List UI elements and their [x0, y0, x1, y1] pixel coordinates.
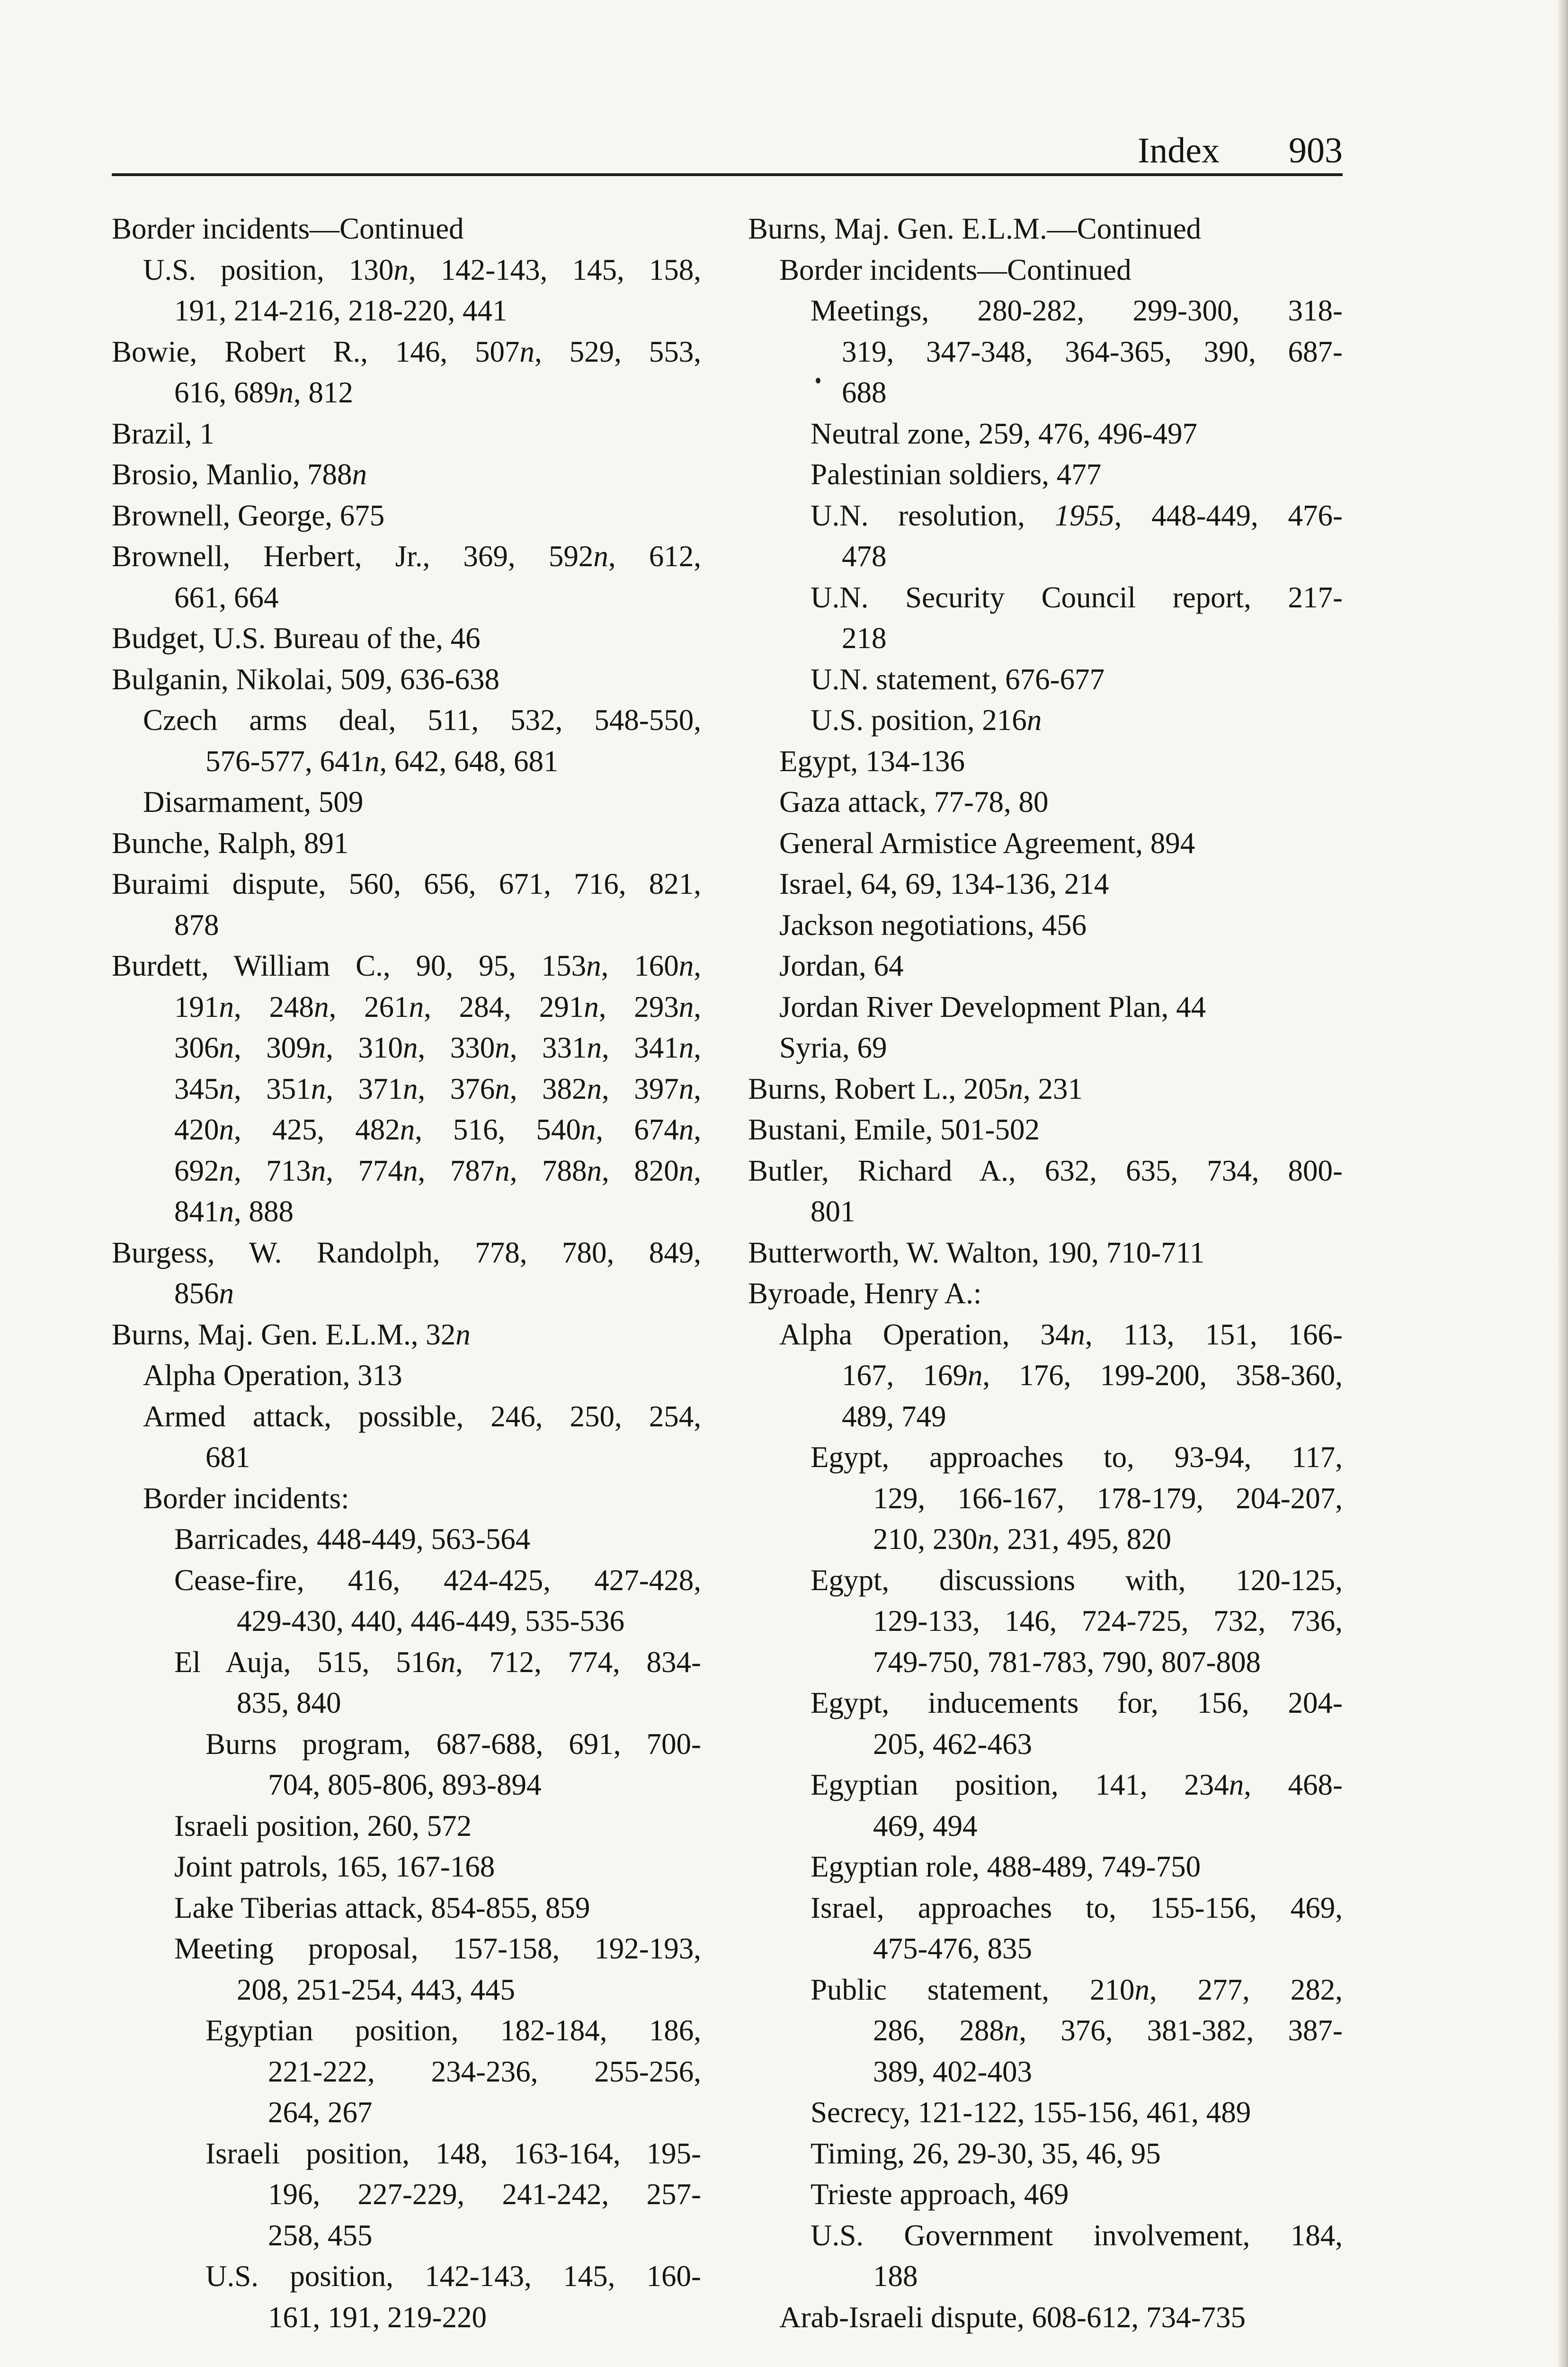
index-entry-line: Czech arms deal, 511, 532, 548-550, [143, 703, 701, 737]
index-entry-line: 218 [842, 622, 887, 655]
index-column-left [112, 208, 701, 2338]
index-entry-line: U.S. position, 216n [811, 703, 1042, 737]
index-entry-line: 749-750, 781-783, 790, 807-808 [873, 1645, 1261, 1679]
index-entry-line: Buraimi dispute, 560, 656, 671, 716, 821, [112, 867, 701, 900]
index-entry-line: Arab-Israeli dispute, 608-612, 734-735 [779, 2300, 1246, 2334]
index-entry-line: 221-222, 234-236, 255-256, [268, 2055, 701, 2088]
index-entry-line: Meeting proposal, 157-158, 192-193, [174, 1932, 701, 1965]
index-entry-line: 129-133, 146, 724-725, 732, 736, [873, 1604, 1343, 1637]
index-entry-line: Border incidents: [143, 1481, 349, 1515]
index-entry-line: Armed attack, possible, 246, 250, 254, [143, 1399, 701, 1433]
index-entry-line: Neutral zone, 259, 476, 496-497 [811, 417, 1198, 450]
index-entry-line: 161, 191, 219-220 [268, 2300, 487, 2334]
index-entry-line: 692n, 713n, 774n, 787n, 788n, 820n, [174, 1154, 701, 1187]
index-entry-line: Egyptian position, 182-184, 186, [205, 2014, 701, 2047]
index-entry-line: 210, 230n, 231, 495, 820 [873, 1522, 1171, 1556]
index-entry-line: Egypt, 134-136 [779, 744, 965, 778]
index-entry-line: Israel, 64, 69, 134-136, 214 [779, 867, 1109, 900]
index-entry-line: Palestinian soldiers, 477 [811, 458, 1102, 491]
index-entry-line: Burns, Maj. Gen. E.L.M., 32n [112, 1317, 471, 1351]
index-entry-line: 258, 455 [268, 2218, 373, 2252]
index-entry-line: Burns, Robert L., 205n, 231 [748, 1072, 1083, 1105]
index-entry-line: Alpha Operation, 313 [143, 1359, 402, 1392]
index-entry-line: Burns program, 687-688, 691, 700- [205, 1727, 701, 1761]
index-entry-line: Gaza attack, 77-78, 80 [779, 785, 1049, 819]
index-entry-line: 345n, 351n, 371n, 376n, 382n, 397n, [174, 1072, 701, 1105]
index-entry-line: Bustani, Emile, 501-502 [748, 1113, 1040, 1146]
index-entry-line: Jackson negotiations, 456 [779, 908, 1087, 942]
index-entry-line: 319, 347-348, 364-365, 390, 687- [842, 335, 1343, 368]
index-entry-line: Egypt, approaches to, 93-94, 117, [811, 1441, 1343, 1474]
index-entry-line: 196, 227-229, 241-242, 257- [268, 2178, 701, 2211]
index-entry-line: Brownell, Herbert, Jr., 369, 592n, 612, [112, 540, 701, 573]
index-entry-line: 389, 402-403 [873, 2055, 1032, 2088]
header-rule [112, 173, 1343, 176]
index-entry-line: Bunche, Ralph, 891 [112, 826, 349, 860]
index-entry-line: 264, 267 [268, 2096, 373, 2129]
index-entry-line: Egypt, discussions with, 120-125, [811, 1563, 1343, 1597]
print-speck [816, 378, 820, 383]
index-entry-line: Brownell, George, 675 [112, 498, 385, 532]
index-entry-line: 469, 494 [873, 1809, 978, 1842]
index-entry-line: 835, 840 [237, 1686, 341, 1719]
index-entry-line: 856n [174, 1277, 234, 1310]
index-entry-line: 286, 288n, 376, 381-382, 387- [873, 2014, 1343, 2047]
index-entry-line: 878 [174, 908, 219, 942]
index-entry-line: 661, 664 [174, 580, 279, 614]
index-entry-line: Syria, 69 [779, 1031, 887, 1064]
index-entry-line: Jordan, 64 [779, 949, 904, 982]
index-entry-line: 704, 805-806, 893-894 [268, 1768, 542, 1801]
index-entry-line: 429-430, 440, 446-449, 535-536 [237, 1604, 624, 1637]
index-entry-line: Lake Tiberias attack, 854-855, 859 [174, 1891, 590, 1924]
index-entry-line: Israeli position, 260, 572 [174, 1809, 472, 1842]
index-entry-line: Border incidents—Continued [779, 253, 1131, 286]
index-entry-line: U.N. resolution, 1955, 448-449, 476- [811, 498, 1343, 532]
index-entry-line: Bulganin, Nikolai, 509, 636-638 [112, 662, 499, 696]
index-entry-line: 616, 689n, 812 [174, 376, 353, 409]
header-title: Index [1137, 131, 1220, 170]
index-entry-line: 475-476, 835 [873, 1932, 1032, 1965]
index-entry-line: Alpha Operation, 34n, 113, 151, 166- [779, 1317, 1343, 1351]
index-entry-line: Butler, Richard A., 632, 635, 734, 800- [748, 1154, 1343, 1187]
index-entry-line: 188 [873, 2260, 918, 2293]
index-entry-line: Cease-fire, 416, 424-425, 427-428, [174, 1563, 701, 1597]
index-entry-line: U.S. Government involvement, 184, [811, 2218, 1343, 2252]
index-entry-line: Byroade, Henry A.: [748, 1277, 982, 1310]
index-entry-line: U.S. position, 130n, 142-143, 145, 158, [143, 253, 701, 286]
index-entry-line: Border incidents—Continued [112, 212, 464, 245]
index-entry-line: 167, 169n, 176, 199-200, 358-360, [842, 1359, 1343, 1392]
index-entry-line: Egyptian role, 488-489, 749-750 [811, 1850, 1201, 1883]
index-entry-line: 478 [842, 540, 887, 573]
index-entry-line: 129, 166-167, 178-179, 204-207, [873, 1481, 1343, 1515]
index-entry-line: Bowie, Robert R., 146, 507n, 529, 553, [112, 335, 701, 368]
index-entry-line: Meetings, 280-282, 299-300, 318- [811, 294, 1343, 327]
index-entry-line: U.S. position, 142-143, 145, 160- [205, 2260, 701, 2293]
index-entry-line: Israeli position, 148, 163-164, 195- [205, 2136, 701, 2170]
index-entry-line: Trieste approach, 469 [811, 2178, 1069, 2211]
index-entry-line: Butterworth, W. Walton, 190, 710-711 [748, 1236, 1205, 1269]
index-entry-line: 205, 462-463 [873, 1727, 1032, 1761]
index-entry-line: 576-577, 641n, 642, 648, 681 [205, 744, 559, 778]
index-entry-line: Secrecy, 121-122, 155-156, 461, 489 [811, 2096, 1251, 2129]
index-entry-line: Timing, 26, 29-30, 35, 46, 95 [811, 2136, 1161, 2170]
index-entry-line: U.N. statement, 676-677 [811, 662, 1105, 696]
index-entry-line: Joint patrols, 165, 167-168 [174, 1850, 495, 1883]
index-entry-line: 208, 251-254, 443, 445 [237, 1973, 515, 2006]
index-entry-line: Jordan River Development Plan, 44 [779, 990, 1206, 1023]
index-entry-line: 420n, 425, 482n, 516, 540n, 674n, [174, 1113, 701, 1146]
index-entry-line: 191n, 248n, 261n, 284, 291n, 293n, [174, 990, 701, 1023]
index-entry-line: Burns, Maj. Gen. E.L.M.—Continued [748, 212, 1202, 245]
index-entry-line: 489, 749 [842, 1399, 946, 1433]
index-entry-line: Barricades, 448-449, 563-564 [174, 1522, 531, 1556]
page-number: 903 [1289, 131, 1343, 170]
index-column-right [748, 208, 1343, 2338]
index-entry-line: Public statement, 210n, 277, 282, [811, 1973, 1343, 2006]
index-entry-line: Burdett, William C., 90, 95, 153n, 160n, [112, 949, 701, 982]
index-entry-line: 306n, 309n, 310n, 330n, 331n, 341n, [174, 1031, 701, 1064]
index-entry-line: 841n, 888 [174, 1195, 294, 1228]
index-entry-line: Egyptian position, 141, 234n, 468- [811, 1768, 1343, 1801]
index-entry-line: Brazil, 1 [112, 417, 214, 450]
index-entry-line: 801 [811, 1195, 855, 1228]
index-entry-line: 191, 214-216, 218-220, 441 [174, 294, 508, 327]
index-entry-line: 688 [842, 376, 887, 409]
index-entry-line: El Auja, 515, 516n, 712, 774, 834- [174, 1645, 701, 1679]
index-entry-line: Disarmament, 509 [143, 785, 364, 819]
index-entry-line: Israel, approaches to, 155-156, 469, [811, 1891, 1343, 1924]
page-edge [1558, 0, 1568, 2367]
index-entry-line: 681 [205, 1441, 250, 1474]
index-entry-line: Brosio, Manlio, 788n [112, 458, 367, 491]
index-entry-line: U.N. Security Council report, 217- [811, 580, 1343, 614]
index-entry-line: General Armistice Agreement, 894 [779, 826, 1195, 860]
index-entry-line: Burgess, W. Randolph, 778, 780, 849, [112, 1236, 701, 1269]
index-entry-line: Egypt, inducements for, 156, 204- [811, 1686, 1343, 1719]
index-entry-line: Budget, U.S. Bureau of the, 46 [112, 622, 481, 655]
running-header [112, 127, 1343, 173]
